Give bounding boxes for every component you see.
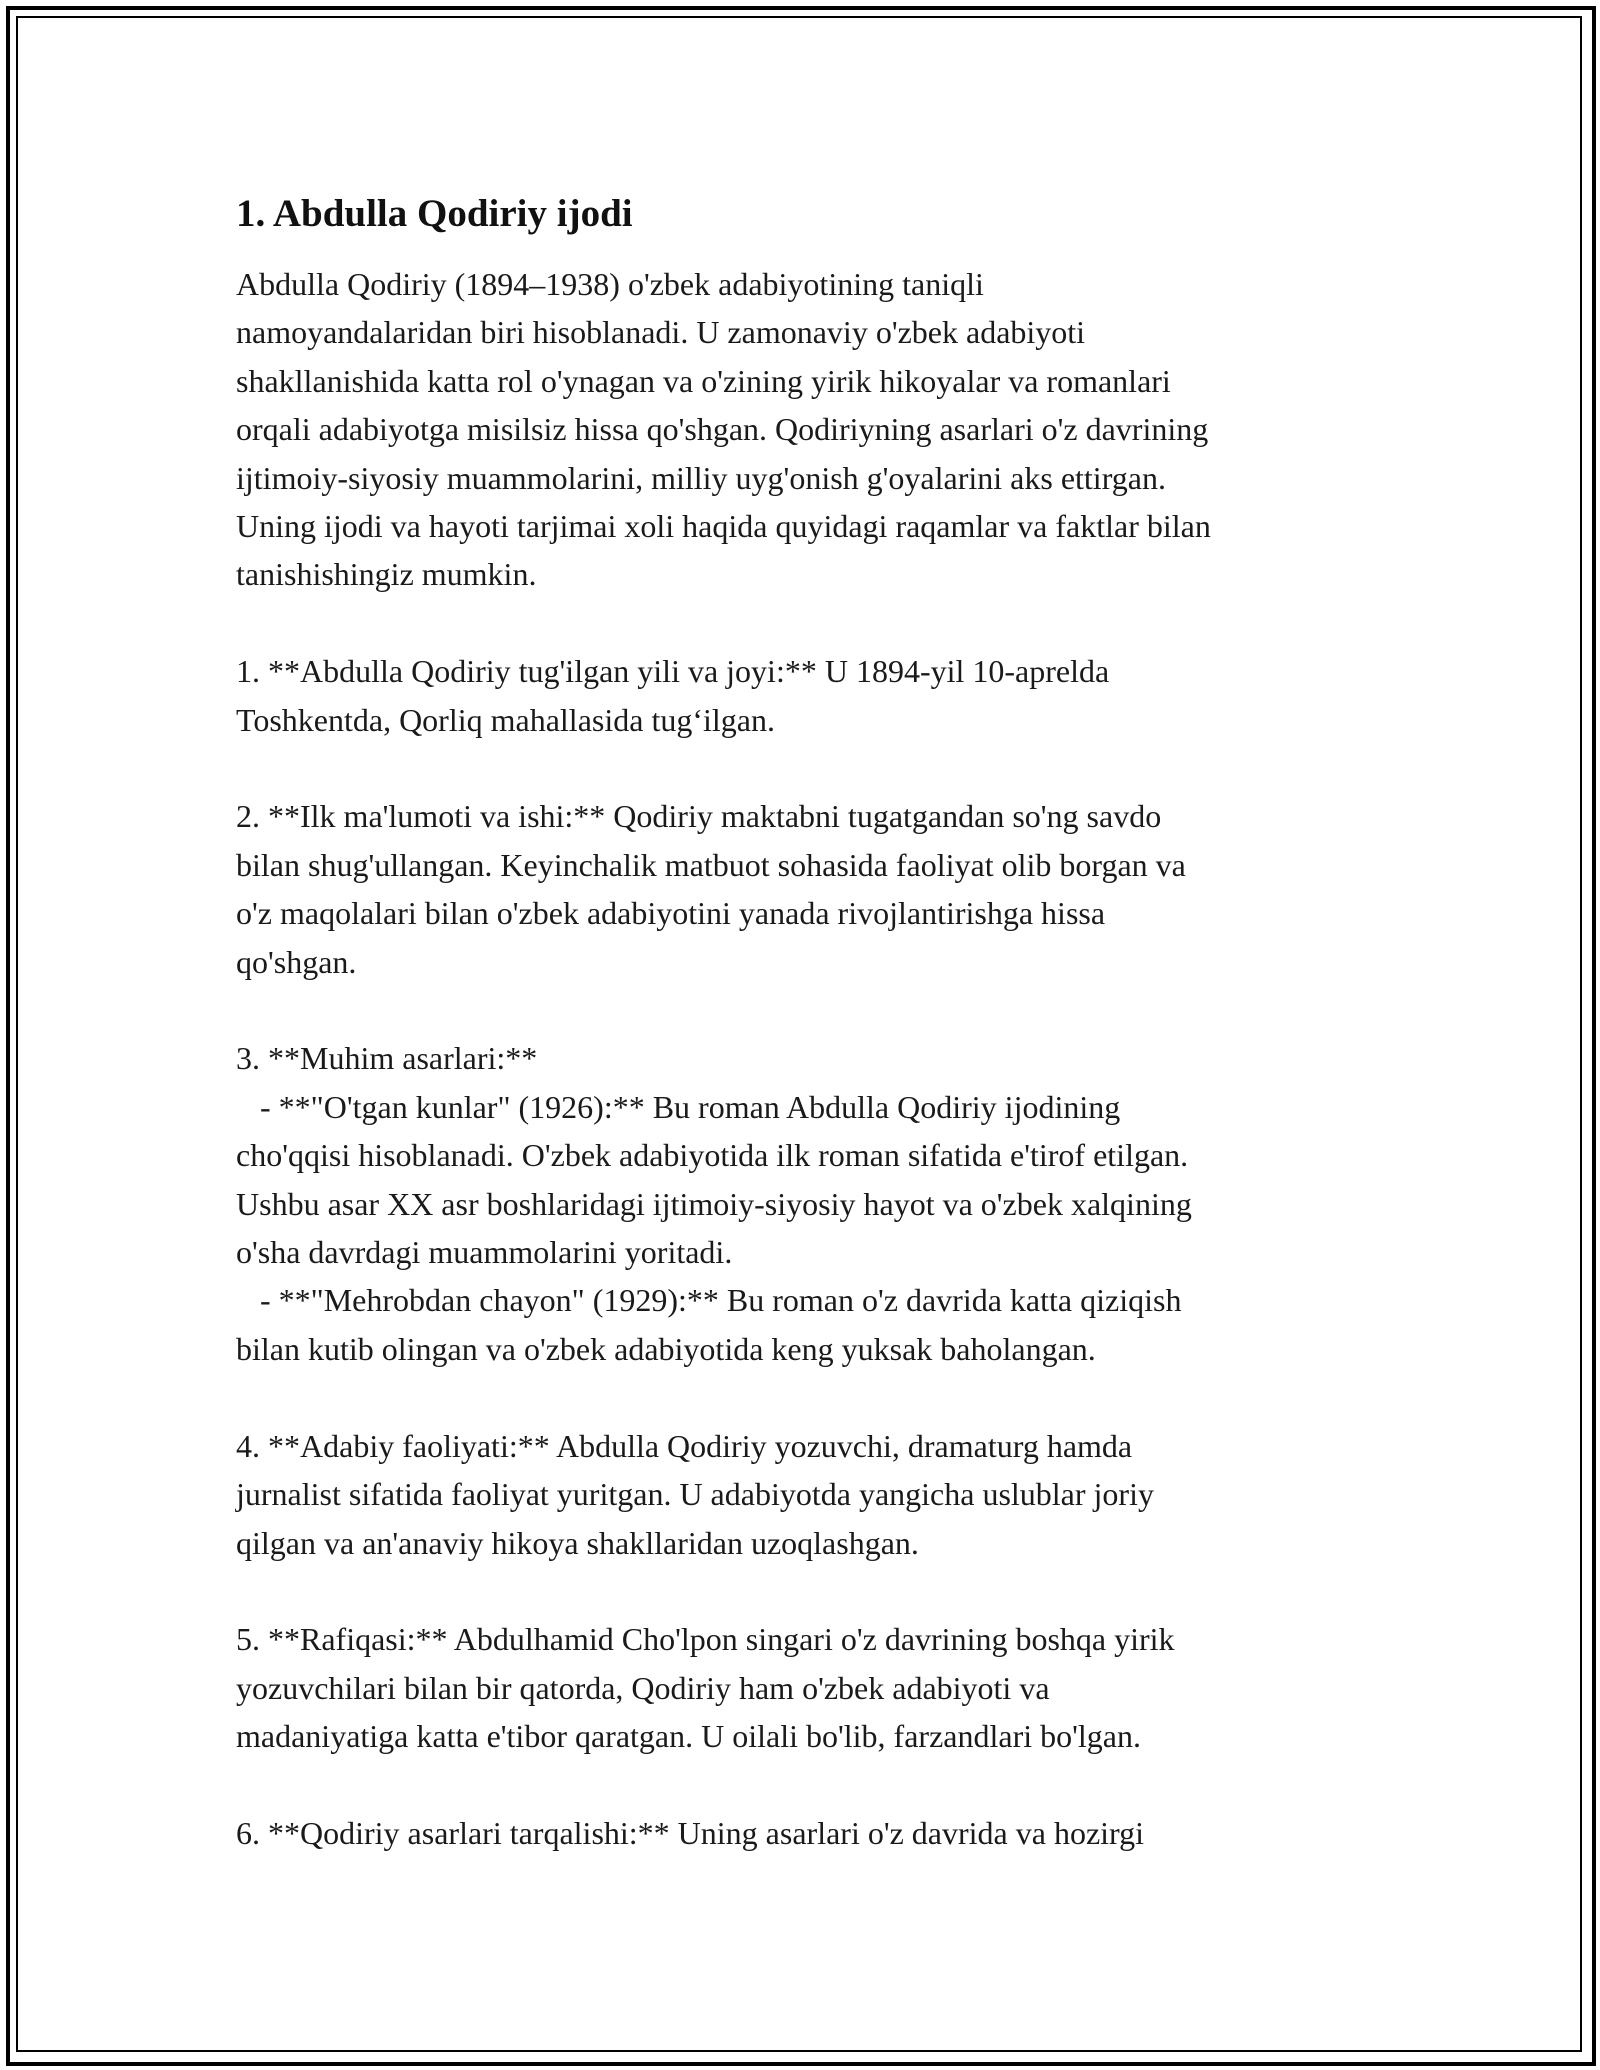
text-line: cho'qqisi hisoblanadi. O'zbek adabiyotida ilk roman sifatida e'tirof etilgan. bbox=[236, 1137, 1189, 1174]
text-line: 4. **Adabiy faoliyati:** Abdulla Qodiriy yozuvchi, dramaturg hamda bbox=[236, 1427, 1133, 1464]
paragraph-spacer bbox=[236, 986, 1366, 1034]
text-line: qilgan va an'anaviy hikoya shakllaridan uzoqlashgan. bbox=[236, 1524, 919, 1561]
text-line: - **"O'tgan kunlar" (1926):** Bu roman Abdulla Qodiriy ijodining bbox=[236, 1088, 1121, 1125]
text-line: Ushbu asar XX asr boshlaridagi ijtimoiy-siyosiy hayot va o'zbek xalqining bbox=[236, 1185, 1192, 1222]
document-paragraphs bbox=[236, 260, 1366, 1857]
paragraph-spacer bbox=[236, 599, 1366, 647]
text-line: bilan kutib olingan va o'zbek adabiyotida keng yuksak baholangan. bbox=[236, 1330, 1096, 1367]
paragraph bbox=[236, 1034, 1366, 1373]
document-body bbox=[236, 186, 1366, 1857]
text-line: tanishishingiz mumkin. bbox=[236, 556, 537, 593]
text-line: - **"Mehrobdan chayon" (1929):** Bu roman o'z davrida katta qiziqish bbox=[236, 1282, 1182, 1319]
paragraph bbox=[236, 792, 1366, 986]
text-line: bilan shug'ullangan. Keyinchalik matbuot sohasida faoliyat olib borgan va bbox=[236, 846, 1186, 883]
text-line: Uning ijodi va hayoti tarjimai xoli haqida quyidagi raqamlar va faktlar bilan bbox=[236, 508, 1211, 545]
paragraph-spacer bbox=[236, 1567, 1366, 1615]
text-line: namoyandalaridan biri hisoblanadi. U zamonaviy o'zbek adabiyoti bbox=[236, 314, 1086, 351]
text-line: ijtimoiy-siyosiy muammolarini, milliy uyg'onish g'oyalarini aks ettirgan. bbox=[236, 459, 1166, 496]
text-line: shakllanishida katta rol o'ynagan va o'zining yirik hikoyalar va romanlari bbox=[236, 362, 1171, 399]
text-line: yozuvchilari bilan bir qatorda, Qodiriy ham o'zbek adabiyoti va bbox=[236, 1669, 1050, 1706]
document-title: 1. Abdulla Qodiriy ijodi bbox=[236, 192, 633, 235]
text-line: madaniyatiga katta e'tibor qaratgan. U oilali bo'lib, farzandlari bo'lgan. bbox=[236, 1718, 1141, 1755]
paragraph-spacer bbox=[236, 1761, 1366, 1809]
paragraph bbox=[236, 1422, 1366, 1567]
text-line: qo'shgan. bbox=[236, 943, 357, 980]
paragraph-spacer bbox=[236, 744, 1366, 792]
text-line: Toshkentda, Qorliq mahallasida tug‘ilgan. bbox=[236, 701, 775, 738]
text-line: 5. **Rafiqasi:** Abdulhamid Cho'lpon singari o'z davrining boshqa yirik bbox=[236, 1621, 1175, 1658]
text-line: orqali adabiyotga misilsiz hissa qo'shgan. Qodiriyning asarlari o'z davrining bbox=[236, 411, 1209, 448]
text-line: o'sha davrdagi muammolarini yoritadi. bbox=[236, 1234, 733, 1271]
text-line: jurnalist sifatida faoliyat yuritgan. U adabiyotda yangicha uslublar joriy bbox=[236, 1476, 1154, 1513]
paragraph bbox=[236, 260, 1366, 599]
text-line: 6. **Qodiriy asarlari tarqalishi:** Uning asarlari o'z davrida va hozirgi bbox=[236, 1814, 1145, 1851]
text-line: o'z maqolalari bilan o'zbek adabiyotini yanada rivojlantirishga hissa bbox=[236, 895, 1106, 932]
paragraph bbox=[236, 1809, 1366, 1857]
paragraph-spacer bbox=[236, 1373, 1366, 1421]
text-line: 3. **Muhim asarlari:** bbox=[236, 1040, 538, 1077]
text-line: 1. **Abdulla Qodiriy tug'ilgan yili va joyi:** U 1894-yil 10-aprelda bbox=[236, 653, 1110, 690]
text-line: Abdulla Qodiriy (1894–1938) o'zbek adabiyotining taniqli bbox=[236, 266, 984, 302]
paragraph bbox=[236, 1615, 1366, 1760]
paragraph bbox=[236, 647, 1366, 744]
text-line: 2. **Ilk ma'lumoti va ishi:** Qodiriy maktabni tugatgandan so'ng savdo bbox=[236, 798, 1162, 835]
